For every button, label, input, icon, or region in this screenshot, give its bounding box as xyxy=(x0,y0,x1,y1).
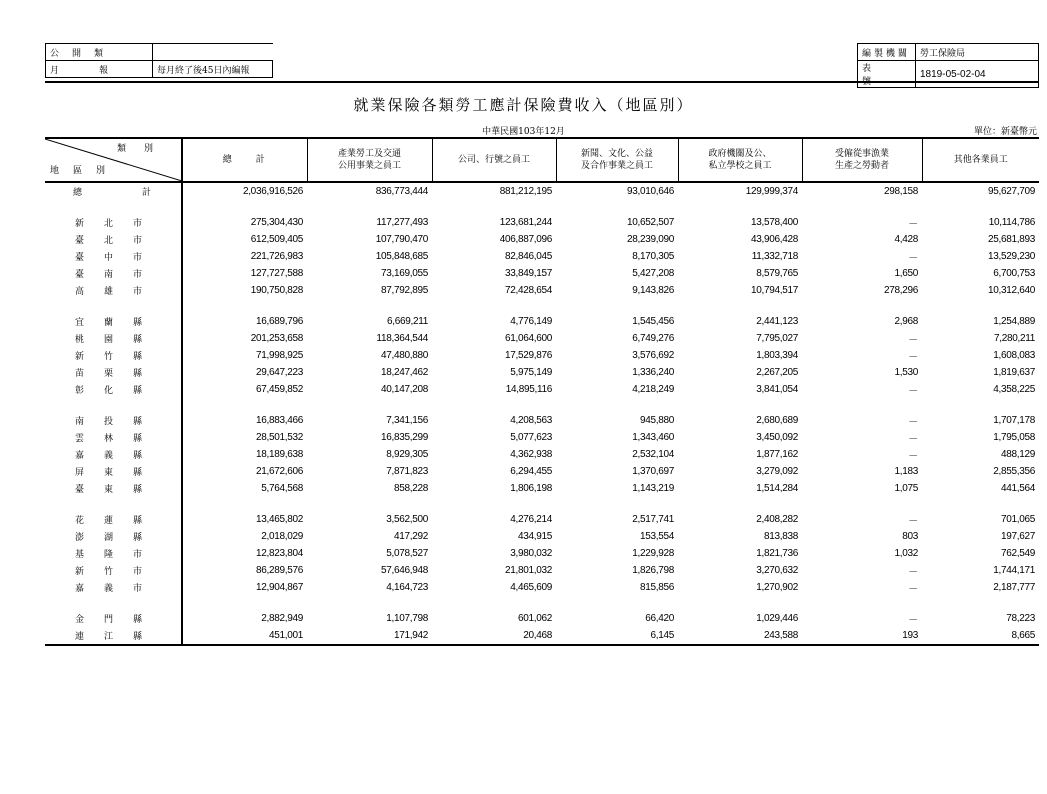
value-cell: 13,465,802 xyxy=(255,514,303,525)
table-row xyxy=(45,446,1039,463)
value-cell: 18,189,638 xyxy=(255,449,303,460)
value-cell: － xyxy=(908,253,918,264)
value-cell: 1,707,178 xyxy=(993,415,1035,426)
table-row xyxy=(45,463,1039,480)
table-row xyxy=(45,313,1039,330)
value-cell: 118,364,544 xyxy=(376,333,428,344)
value-cell: 601,062 xyxy=(517,613,552,624)
column-header: 受僱從事漁業 生產之勞動者 xyxy=(802,138,922,182)
value-cell: 1,819,637 xyxy=(993,367,1035,378)
column-header: 政府機關及公、 私立學校之員工 xyxy=(678,138,802,182)
value-cell: 1,530 xyxy=(894,367,918,378)
value-cell: 1,821,736 xyxy=(756,548,798,559)
value-cell: 5,078,527 xyxy=(386,548,428,559)
value-cell: 10,114,786 xyxy=(988,217,1035,228)
group-spacer xyxy=(45,497,1039,511)
value-cell: 21,801,032 xyxy=(504,565,552,576)
value-cell: 1,608,083 xyxy=(993,350,1035,361)
table-row xyxy=(45,364,1039,381)
table-row xyxy=(45,545,1039,562)
table-row xyxy=(45,330,1039,347)
table-number-label: 表 xyxy=(858,61,916,88)
table-row xyxy=(45,347,1039,364)
table-row xyxy=(45,381,1039,398)
page-title: 就業保險各類勞工應計保險費收入（地區別） xyxy=(353,96,694,114)
value-cell: 2,441,123 xyxy=(756,316,798,327)
value-cell: 1,029,446 xyxy=(756,613,798,624)
value-cell: 201,253,658 xyxy=(250,333,303,344)
value-cell: 1,744,171 xyxy=(993,565,1035,576)
group-spacer xyxy=(45,299,1039,313)
value-cell: 33,849,157 xyxy=(504,268,552,279)
value-cell: － xyxy=(908,584,918,595)
value-cell: 488,129 xyxy=(1000,449,1035,460)
value-cell: 171,942 xyxy=(307,627,432,645)
value-cell: 6,700,753 xyxy=(993,268,1035,279)
value-cell: 3,279,092 xyxy=(756,466,798,477)
value-cell: 13,529,230 xyxy=(987,251,1035,262)
agency-label: 編製機關 xyxy=(858,44,916,61)
value-cell: 16,883,466 xyxy=(255,415,303,426)
value-cell: 451,001 xyxy=(182,627,307,645)
value-cell: － xyxy=(908,434,918,445)
value-cell: － xyxy=(908,567,918,578)
value-cell: 1,183 xyxy=(894,466,918,477)
value-cell: 1,795,058 xyxy=(993,432,1035,443)
value-cell: 71,998,925 xyxy=(255,350,303,361)
region-name: 花蓮縣 xyxy=(45,511,182,528)
value-cell: － xyxy=(908,386,918,397)
value-cell: 78,223 xyxy=(1006,613,1035,624)
region-name: 臺東縣 xyxy=(45,480,182,497)
value-cell: 3,576,692 xyxy=(632,350,674,361)
table-body xyxy=(45,182,1039,645)
value-cell: 40,147,208 xyxy=(380,384,428,395)
table-row xyxy=(45,480,1039,497)
report-period: 中華民國103年12月 xyxy=(482,127,565,137)
value-cell: 4,465,609 xyxy=(510,582,552,593)
value-cell: 8,170,305 xyxy=(632,251,674,262)
table-row xyxy=(45,182,1039,200)
table-row xyxy=(45,412,1039,429)
header-rule xyxy=(45,81,1039,83)
value-cell: 3,980,032 xyxy=(510,548,552,559)
value-cell: 1,254,889 xyxy=(993,316,1035,327)
value-cell: 2,036,916,526 xyxy=(242,186,303,197)
report-frequency-label: 月報 xyxy=(46,61,153,78)
value-cell: 28,239,090 xyxy=(626,234,674,245)
public-class-label: 公開類 xyxy=(46,44,153,61)
region-name: 連江縣 xyxy=(45,627,182,645)
value-cell: 86,289,576 xyxy=(255,565,303,576)
value-cell: 193 xyxy=(802,627,922,645)
region-name: 嘉義縣 xyxy=(45,446,182,463)
value-cell: 117,277,493 xyxy=(376,217,428,228)
value-cell: 406,887,096 xyxy=(499,234,552,245)
value-cell: 13,578,400 xyxy=(750,217,798,228)
region-name: 基隆市 xyxy=(45,545,182,562)
column-header: 總 計 xyxy=(182,138,307,182)
value-cell: 87,792,895 xyxy=(380,285,428,296)
value-cell: 1,343,460 xyxy=(632,432,674,443)
value-cell: 441,564 xyxy=(1000,483,1035,494)
region-name: 桃園縣 xyxy=(45,330,182,347)
agency-name: 勞工保險局 xyxy=(916,44,1039,61)
value-cell: 8,929,305 xyxy=(386,449,428,460)
report-info-box xyxy=(45,43,273,78)
table-row xyxy=(45,282,1039,299)
table-row xyxy=(45,511,1039,528)
value-cell: 47,480,880 xyxy=(380,350,428,361)
value-cell: 762,549 xyxy=(1000,548,1035,559)
value-cell: 1,075 xyxy=(894,483,918,494)
value-cell: 127,727,588 xyxy=(250,268,303,279)
value-cell: 4,208,563 xyxy=(510,415,552,426)
value-cell: 1,107,798 xyxy=(386,613,428,624)
value-cell: 434,915 xyxy=(517,531,552,542)
value-cell: 1,806,198 xyxy=(510,483,552,494)
value-cell: 5,764,568 xyxy=(261,483,303,494)
column-header: 其他各業員工 xyxy=(922,138,1039,182)
region-name: 金門縣 xyxy=(45,610,182,627)
value-cell: 72,428,654 xyxy=(504,285,552,296)
value-cell: 7,795,027 xyxy=(756,333,798,344)
category-label: 類別 xyxy=(116,144,171,154)
value-cell: 4,164,723 xyxy=(386,582,428,593)
value-cell: 5,427,208 xyxy=(632,268,674,279)
value-cell: 881,212,195 xyxy=(499,186,552,197)
unit-label: 單位：新臺幣元 xyxy=(973,127,1037,137)
value-cell: 1,514,284 xyxy=(756,483,798,494)
value-cell: 105,848,685 xyxy=(375,251,428,262)
region-name: 臺南市 xyxy=(45,265,182,282)
value-cell: 12,904,867 xyxy=(255,582,303,593)
report-deadline: 每月終了後45日內編報 xyxy=(153,61,273,78)
table-row xyxy=(45,627,1039,645)
value-cell: 1,229,928 xyxy=(632,548,674,559)
value-cell: 9,143,826 xyxy=(632,285,674,296)
region-name: 總計 xyxy=(45,182,182,200)
value-cell: 8,579,765 xyxy=(756,268,798,279)
value-cell: 190,750,828 xyxy=(250,285,303,296)
region-name: 臺中市 xyxy=(45,248,182,265)
value-cell: － xyxy=(908,352,918,363)
value-cell: 3,270,632 xyxy=(756,565,798,576)
value-cell: 417,292 xyxy=(393,531,428,542)
value-cell: 701,065 xyxy=(1000,514,1035,525)
table-row xyxy=(45,214,1039,231)
value-cell: 7,280,211 xyxy=(993,333,1035,344)
value-cell: － xyxy=(908,516,918,527)
value-cell: 129,999,374 xyxy=(745,186,798,197)
value-cell: 5,975,149 xyxy=(510,367,552,378)
region-name: 嘉義市 xyxy=(45,579,182,596)
region-name: 宜蘭縣 xyxy=(45,313,182,330)
corner-header xyxy=(45,138,182,182)
value-cell: 6,749,276 xyxy=(632,333,674,344)
value-cell: 4,218,249 xyxy=(632,384,674,395)
region-name: 苗栗縣 xyxy=(45,364,182,381)
region-name: 屏東縣 xyxy=(45,463,182,480)
value-cell: 1,877,162 xyxy=(756,449,798,460)
value-cell: 945,880 xyxy=(639,415,674,426)
value-cell: 123,681,244 xyxy=(499,217,552,228)
value-cell: 4,428 xyxy=(894,234,918,245)
value-cell: 4,362,938 xyxy=(510,449,552,460)
value-cell: 107,790,470 xyxy=(375,234,428,245)
value-cell: 25,681,893 xyxy=(987,234,1035,245)
region-name: 南投縣 xyxy=(45,412,182,429)
value-cell: 21,672,606 xyxy=(255,466,303,477)
region-name: 新竹市 xyxy=(45,562,182,579)
region-name: 彰化縣 xyxy=(45,381,182,398)
value-cell: 3,450,092 xyxy=(756,432,798,443)
region-label: 地區別 xyxy=(50,166,120,176)
value-cell: 95,627,709 xyxy=(987,186,1035,197)
value-cell: 3,841,054 xyxy=(756,384,798,395)
value-cell: 20,468 xyxy=(432,627,556,645)
value-cell: 197,627 xyxy=(1000,531,1035,542)
table-row xyxy=(45,579,1039,596)
table-row xyxy=(45,248,1039,265)
value-cell: 2,882,949 xyxy=(261,613,303,624)
region-name: 澎湖縣 xyxy=(45,528,182,545)
value-cell: 1,650 xyxy=(894,268,918,279)
value-cell: 11,332,718 xyxy=(751,251,798,262)
value-cell: 2,267,205 xyxy=(756,367,798,378)
table-row xyxy=(45,429,1039,446)
value-cell: 1,803,394 xyxy=(756,350,798,361)
value-cell: 1,370,697 xyxy=(632,466,674,477)
value-cell: 66,420 xyxy=(645,613,674,624)
value-cell: 2,532,104 xyxy=(632,449,674,460)
value-cell: 298,158 xyxy=(883,186,918,197)
value-cell: 16,689,796 xyxy=(255,316,303,327)
value-cell: 243,588 xyxy=(678,627,802,645)
value-cell: 1,545,456 xyxy=(632,316,674,327)
value-cell: 815,856 xyxy=(639,582,674,593)
value-cell: 7,341,156 xyxy=(386,415,428,426)
value-cell: 6,294,455 xyxy=(510,466,552,477)
value-cell: 82,846,045 xyxy=(504,251,552,262)
value-cell: 858,228 xyxy=(393,483,428,494)
value-cell: 2,855,356 xyxy=(993,466,1035,477)
region-name: 臺北市 xyxy=(45,231,182,248)
value-cell: 1,032 xyxy=(894,548,918,559)
value-cell: 1,336,240 xyxy=(632,367,674,378)
value-cell: 10,794,517 xyxy=(750,285,798,296)
value-cell: 5,077,623 xyxy=(510,432,552,443)
value-cell: 12,823,804 xyxy=(255,548,303,559)
value-cell: 612,509,405 xyxy=(250,234,303,245)
table-number: 1819-05-02-04 xyxy=(916,61,1039,88)
value-cell: 153,554 xyxy=(639,531,674,542)
value-cell: 1,270,902 xyxy=(756,582,798,593)
value-cell: 18,247,462 xyxy=(380,367,428,378)
value-cell: 16,835,299 xyxy=(380,432,428,443)
value-cell: 10,312,640 xyxy=(987,285,1035,296)
value-cell: 4,276,214 xyxy=(510,514,552,525)
value-cell: 2,517,741 xyxy=(632,514,674,525)
value-cell: 2,680,689 xyxy=(756,415,798,426)
column-header: 公司、行號之員工 xyxy=(432,138,556,182)
value-cell: 1,826,798 xyxy=(632,565,674,576)
value-cell: 3,562,500 xyxy=(386,514,428,525)
value-cell: 61,064,600 xyxy=(504,333,552,344)
value-cell: 7,871,823 xyxy=(386,466,428,477)
value-cell: 2,018,029 xyxy=(261,531,303,542)
group-spacer xyxy=(45,200,1039,214)
table-row xyxy=(45,231,1039,248)
value-cell: 93,010,646 xyxy=(626,186,674,197)
value-cell: － xyxy=(908,417,918,428)
value-cell: 67,459,852 xyxy=(255,384,303,395)
value-cell: 10,652,507 xyxy=(626,217,674,228)
value-cell: 17,529,876 xyxy=(504,350,552,361)
value-cell: 803 xyxy=(902,531,918,542)
value-cell: 2,408,282 xyxy=(756,514,798,525)
value-cell: － xyxy=(908,451,918,462)
region-name: 新北市 xyxy=(45,214,182,231)
table-row xyxy=(45,265,1039,282)
value-cell: 28,501,532 xyxy=(255,432,303,443)
table-row xyxy=(45,562,1039,579)
value-cell: － xyxy=(908,219,918,230)
value-cell: 4,776,149 xyxy=(510,316,552,327)
insurance-revenue-table xyxy=(45,137,1039,646)
value-cell: 43,906,428 xyxy=(750,234,798,245)
value-cell: － xyxy=(908,335,918,346)
group-spacer xyxy=(45,596,1039,610)
region-name: 雲林縣 xyxy=(45,429,182,446)
region-name: 新竹縣 xyxy=(45,347,182,364)
table-header-row xyxy=(45,138,1039,182)
value-cell: 6,669,211 xyxy=(386,316,428,327)
value-cell: 278,296 xyxy=(883,285,918,296)
value-cell: － xyxy=(908,615,918,626)
group-spacer xyxy=(45,398,1039,412)
value-cell: 8,665 xyxy=(922,627,1039,645)
value-cell: 57,646,948 xyxy=(380,565,428,576)
value-cell: 2,187,777 xyxy=(993,582,1035,593)
value-cell: 813,838 xyxy=(763,531,798,542)
value-cell: 14,895,116 xyxy=(505,384,552,395)
value-cell: 4,358,225 xyxy=(993,384,1035,395)
column-header: 新聞、文化、公益 及合作事業之員工 xyxy=(556,138,678,182)
value-cell: 6,145 xyxy=(556,627,678,645)
value-cell: 836,773,444 xyxy=(375,186,428,197)
value-cell: 29,647,223 xyxy=(255,367,303,378)
value-cell: 73,169,055 xyxy=(380,268,428,279)
value-cell: 275,304,430 xyxy=(250,217,303,228)
table-row xyxy=(45,610,1039,627)
region-name: 高雄市 xyxy=(45,282,182,299)
table-row xyxy=(45,528,1039,545)
value-cell: 2,968 xyxy=(894,316,918,327)
column-header: 產業勞工及交通 公用事業之員工 xyxy=(307,138,432,182)
value-cell: 221,726,983 xyxy=(250,251,303,262)
value-cell: 1,143,219 xyxy=(632,483,674,494)
